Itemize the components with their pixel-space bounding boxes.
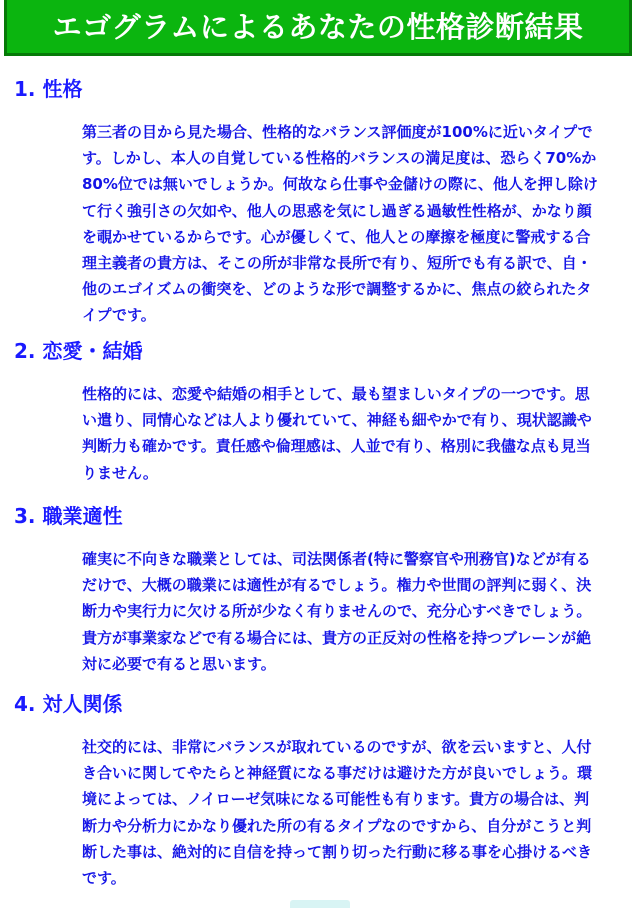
section-heading: 1. 性格 [14, 77, 83, 101]
page-title: エゴグラムによるあなたの性格診断結果 [52, 10, 584, 44]
section-heading: 4. 対人関係 [14, 692, 123, 716]
section-body: 社交的には、非常にバランスが取れているのですが、欲を云いますと、人付き合いに関してやたらと神経質になる事だけは避けた方が良いでしょう。環境によっては、ノイローゼ気味になる可能性も有ります。貴方の場合は、判断力や分析力にかなり優れた所の有るタイプなのですから、自分がこうと判断した事は、絶対的に自信を持って割り切った行動に移る事を心掛けるべきです。 [82, 738, 593, 888]
section-body: 確実に不向きな職業としては、司法関係者(特に警察官や刑務官)などが有るだけで、大概の職業には適性が有るでしょう。権力や世間の評判に弱く、決断力や実行力に欠ける所が少なく有りませんので、充分心すべきでしょう。貴方が事業家などで有る場合には、貴方の正反対の性格を持つブレーンが絶対に必要で有ると思います。 [82, 550, 592, 673]
section-body: 第三者の目から見た場合、性格的なバランス評価度が100%に近いタイプです。しかし、本人の自覚している性格的バランスの満足度は、恐らく70%か80%位では無いでしょうか。何故なら仕事や金儲けの際に、他人を押し除けて行く強引さの欠如や、他人の思惑を気にし過ぎる過敏性性格が、かなり顔を覗かせているからです。心が優しくて、他人との摩擦を極度に警戒する合理主義者の貴方は、そこの所が非常な長所で有り、短所でも有る訳で、自・他のエゴイズムの衝突を、どのような形で調整するかに、焦点の絞られたタイプです。 [82, 123, 598, 325]
footer-decoration [290, 900, 350, 908]
section-heading: 2. 恋愛・結婚 [14, 339, 143, 363]
section-heading: 3. 職業適性 [14, 504, 123, 528]
section-body: 性格的には、恋愛や結婚の相手として、最も望ましいタイプの一つです。思い遣り、同情心などは人より優れていて、神経も細やかで有り、現状認識や判断力も確かです。責任感や倫理感は、人並で有り、格別に我儘な点も見当りません。 [82, 385, 592, 482]
title-banner [4, 0, 632, 56]
